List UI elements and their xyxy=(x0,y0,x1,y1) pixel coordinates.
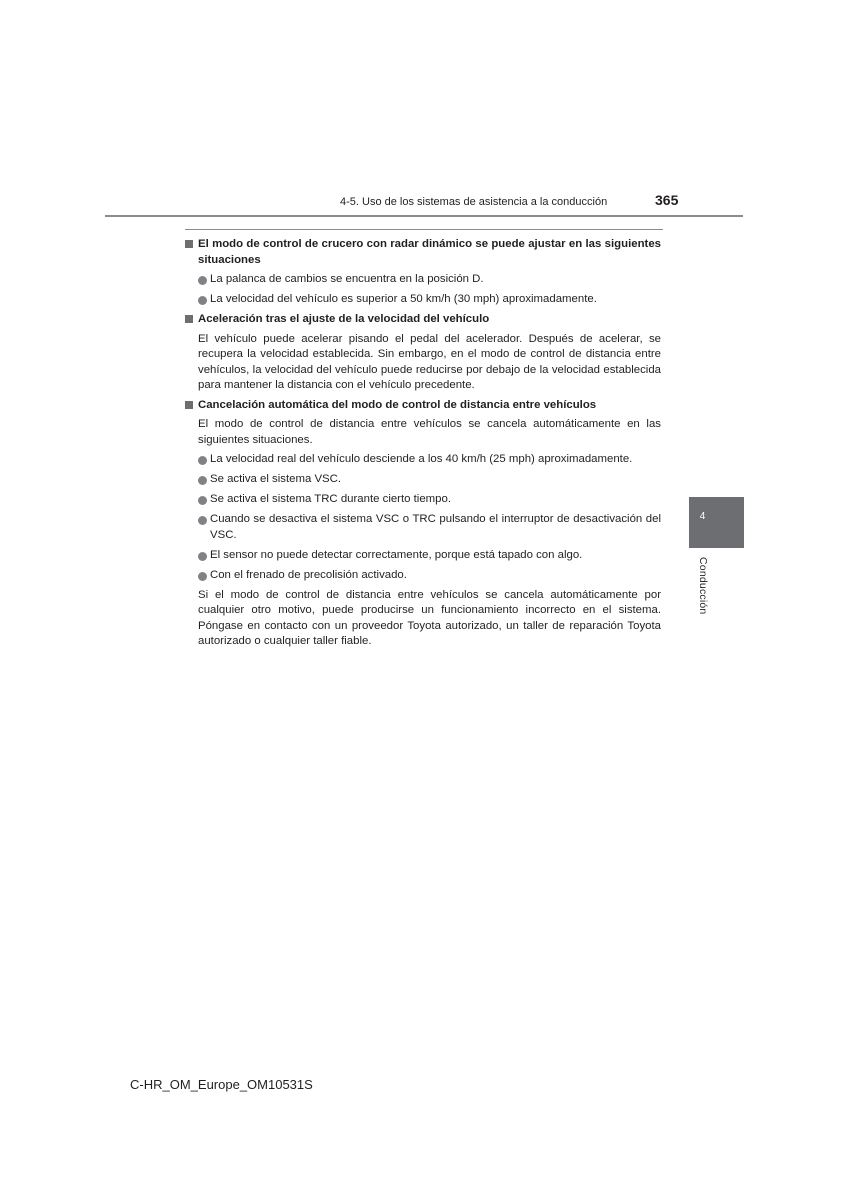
circle-bullet-icon xyxy=(198,496,207,505)
section-closing-paragraph: Si el modo de control de distancia entre vehículos se cancela automáticamente por cualquier otro motivo, puede producirse un funcionamiento incorrecto en el sistema. Póngase en contacto con un proveedor Toyota autorizado, un taller de reparación Toyota autorizado o cualquier taller fiable. xyxy=(198,588,661,647)
main-content xyxy=(185,237,661,654)
circle-bullet-icon xyxy=(198,476,207,485)
list-item: Cuando se desactiva el sistema VSC o TRC pulsando el interruptor de desactivación del VSC. xyxy=(185,512,661,543)
section-automatic-cancellation xyxy=(185,398,661,650)
page-number: 365 xyxy=(655,192,679,208)
section-radar-cruise-conditions xyxy=(185,237,661,308)
header-divider xyxy=(105,215,743,217)
list-item: La palanca de cambios se encuentra en la posición D. xyxy=(185,272,661,288)
section-header-title: 4-5. Uso de los sistemas de asistencia a la conducción xyxy=(340,196,608,208)
section-heading xyxy=(185,398,661,414)
square-bullet-icon xyxy=(185,240,193,248)
chapter-tab-label: Conducción xyxy=(697,557,709,615)
circle-bullet-icon xyxy=(198,572,207,581)
section-heading-text: Cancelación automática del modo de control de distancia entre vehículos xyxy=(198,398,597,411)
list-item: El sensor no puede detectar correctamente, porque está tapado con algo. xyxy=(185,548,661,564)
section-intro-paragraph: El modo de control de distancia entre vehículos se cancela automáticamente en las siguientes situaciones. xyxy=(198,418,661,446)
section-heading xyxy=(185,237,661,268)
list-item: Con el frenado de precolisión activado. xyxy=(185,568,661,584)
circle-bullet-icon xyxy=(198,276,207,285)
document-code: C-HR_OM_Europe_OM10531S xyxy=(130,1077,313,1092)
list-item: La velocidad real del vehículo desciende a los 40 km/h (25 mph) aproximadamente. xyxy=(185,452,661,468)
content-divider xyxy=(185,229,663,230)
section-heading-text: El modo de control de crucero con radar dinámico se puede ajustar en las siguientes situaciones xyxy=(198,238,661,266)
section-acceleration xyxy=(185,312,661,394)
list-item: Se activa el sistema VSC. xyxy=(185,472,661,488)
circle-bullet-icon xyxy=(198,552,207,561)
square-bullet-icon xyxy=(185,401,193,409)
chapter-tab-number: 4 xyxy=(699,511,706,522)
section-heading-text: Aceleración tras el ajuste de la velocidad del vehículo xyxy=(198,313,490,325)
square-bullet-icon xyxy=(185,315,193,323)
list-item: La velocidad del vehículo es superior a 50 km/h (30 mph) aproximadamente. xyxy=(185,292,661,308)
section-heading xyxy=(185,312,661,328)
section-paragraph: El vehículo puede acelerar pisando el pedal del acelerador. Después de acelerar, se recupera la velocidad establecida. Sin embargo, en el modo de control de distancia entre vehículos, la velocidad del vehículo puede reducirse por debajo de la velocidad establecida para mantener la distancia con el vehículo precedente. xyxy=(198,332,661,391)
circle-bullet-icon xyxy=(198,296,207,305)
list-item: Se activa el sistema TRC durante cierto tiempo. xyxy=(185,492,661,508)
circle-bullet-icon xyxy=(198,456,207,465)
chapter-tab xyxy=(689,497,744,548)
circle-bullet-icon xyxy=(198,516,207,525)
